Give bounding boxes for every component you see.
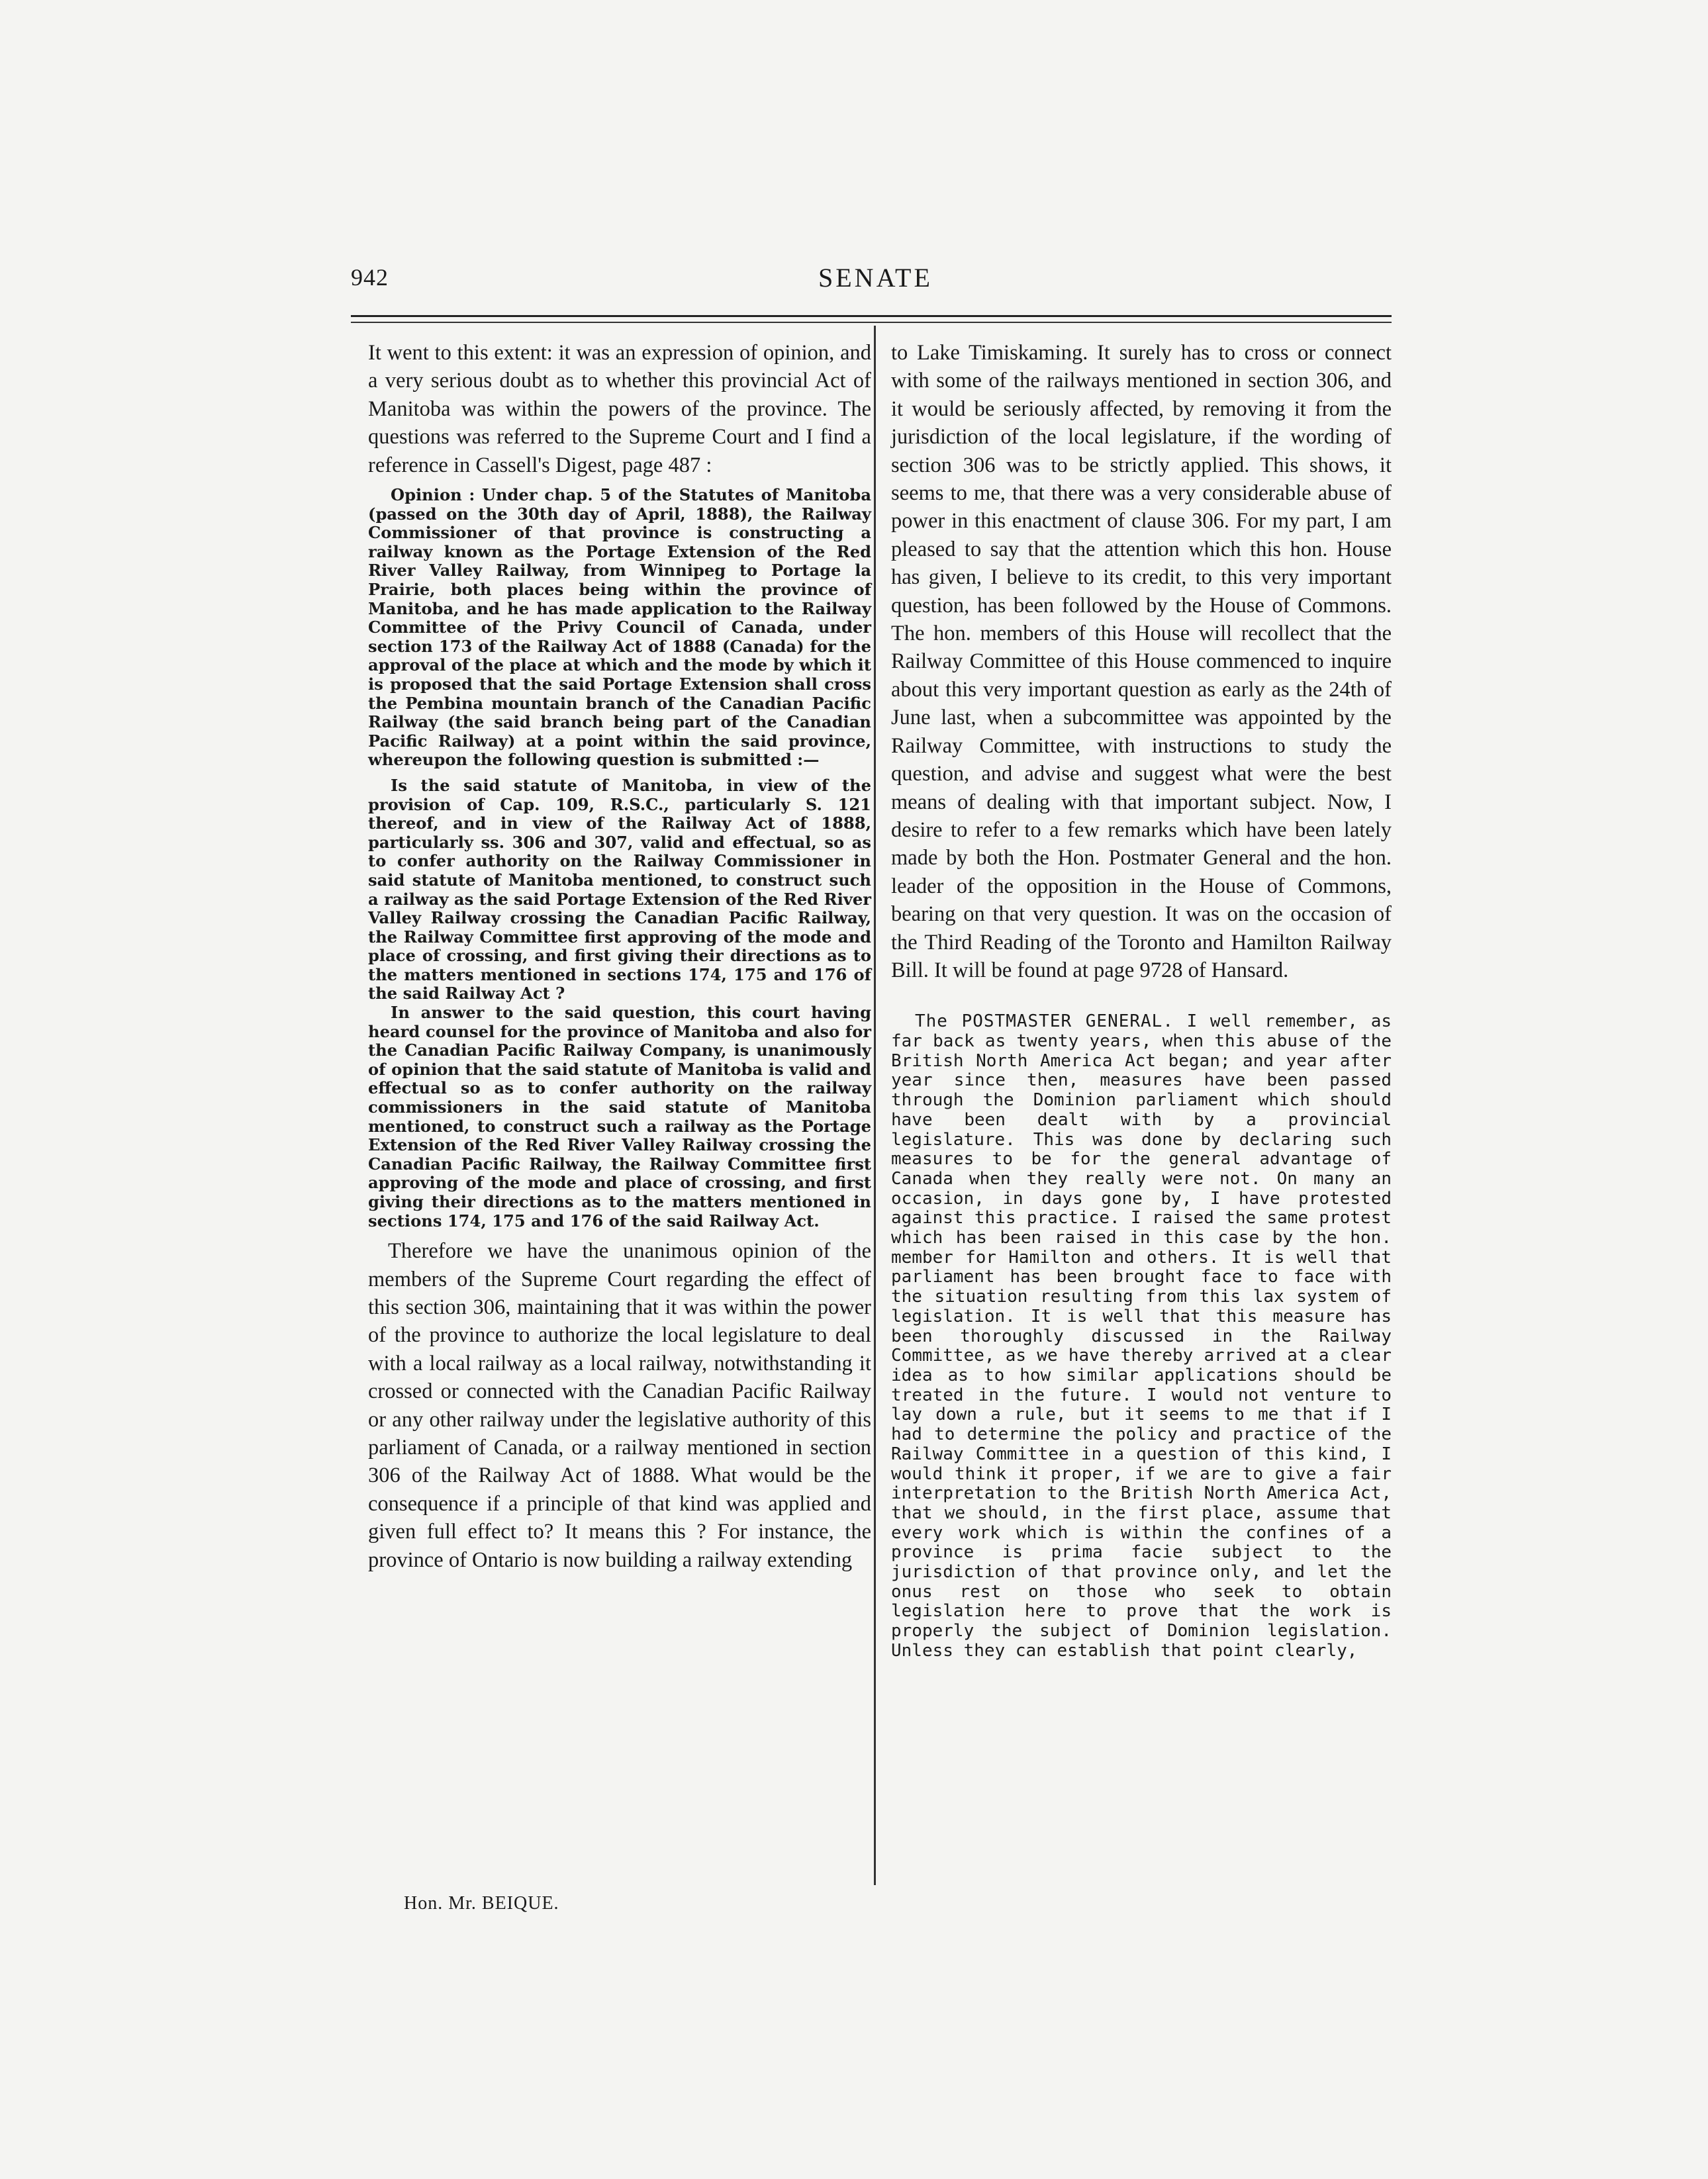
paragraph-intro: It went to this extent: it was an expression of opinion, and a very serious doubt as to whether this provincial Act of Manitoba was within the powers of the province. The questions was referred to the Supreme Court and I find a reference in Cassell's Digest, page 487 :: [368, 341, 871, 477]
speech-text: I well remember, as far back as twenty years, when this abuse of the British North America Act began; and year after year since then, measures have been passed through the Dominion parliament which should have been dealt with by a provincial legislature. This was done by declaring such measures to be for the general advantage of Canada when they really were not. On many an occasion, in days gone by, I have protested against this practice. I raised the same protest which has been raised in this case by the hon. member for Hamilton and others. It is well that parliament has been brought face to face with the situation resulting from this lax system of legislation. It is well that this measure has been thoroughly discussed in the Railway Committee, as we have thereby arrived at a clear idea as to how similar applications should be treated in the future. I would not venture to lay down a rule, but it seems to me that if I had to determine the policy and practice of the Railway Committee in a question of this kind, I would think it proper, if we are to give a fair interpretation to the British North America Act, that we should, in the first place, assume that every work which is within the confines of a province is prima facie subject to the jurisdiction of that province only, and let the onus rest on those who seek to obtain legislation here to prove that the work is properly the subject of Dominion legislation. Unless they can establish that point clearly,: [891, 1011, 1392, 1661]
paragraph-continued: to Lake Timiskaming. It surely has to cross or connect with some of the railways mentioned in section 306, and it would be seriously affected, by removing it from the jurisdiction of the local legislature, if the wording of section 306 was to be strictly applied. This shows, it seems to me, that there was a very considerable abuse of power in this enactment of clause 306. For my part, I am pleased to say that the attention which this hon. House has given, I believe to its credit, to this very important question, has been followed by the House of Commons. The hon. members of this House will recollect that the Railway Committee of this House commenced to inquire about this very important question as early as the 24th of June last, when a subcommittee was appointed by the Railway Committee, with instructions to study the question, and advise and suggest what were the best means of dealing with that important subject. Now, I desire to refer to a few remarks which have been lately made by both the Hon. Postmater General and the hon. leader of the opposition in the House of Commons, bearing on that very question. It was on the occasion of the Third Reading of the Toronto and Hamilton Railway Bill. It will be found at page 9728 of Hansard.: [891, 341, 1392, 982]
right-column: [891, 339, 1392, 1661]
speech-postmaster-general: [891, 1012, 1392, 1661]
header-rule: [351, 315, 1392, 317]
header-rule-secondary: [351, 322, 1392, 323]
page-title: SENATE: [818, 263, 933, 293]
column-divider: [874, 326, 876, 1885]
quote-question: Is the said statute of Manitoba, in view of the provision of Cap. 109, R.S.C., particularly S. 121 thereof, and in view of the Railway Act of 1888, particularly ss. 306 and 307, valid and effectual, so as to confer authority on the Railway Commissioner in said statute of Manitoba mentioned, to construct such a railway as the said Portage Extension of the Red River Valley Railway crossing the Canadian Pacific Railway, the Railway Committee first approving of the mode and place of crossing, and first giving their directions as to the matters mentioned in sections 174, 175 and 176 of the said Railway Act ?: [368, 775, 871, 1003]
footer-speaker: Hon. Mr. BEIQUE.: [404, 1893, 559, 1914]
quote-opinion: Opinion : Under chap. 5 of the Statutes of Manitoba (passed on the 30th day of April, 1888), the Railway Commissioner of that province is constructing a railway known as the Portage Extension of the Red River Valley Railway, from Winnipeg to Portage la Prairie, both places being within the province of Manitoba, and he has made application to the Railway Committee of the Privy Council of Canada, under section 173 of the Railway Act of 1888 (Canada) for the approval of the place at which and the mode by which it is proposed that the said Portage Extension shall cross the Pembina mountain branch of the Canadian Pacific Railway (the said branch being part of the Canadian Pacific Railway) at a point within the said province, whereupon the following question is submitted :—: [368, 485, 871, 770]
speaker-name: The POSTMASTER GENERAL.: [915, 1011, 1174, 1032]
left-column: [368, 339, 871, 1574]
page-number: 942: [351, 264, 389, 291]
paragraph-therefore: Therefore we have the unanimous opinion of the members of the Supreme Court regarding the effect of this section 306, maintaining that it was within the power of the province to authorize the local legislature to deal with a local railway as a local railway, notwithstanding it crossed or connected with the Canadian Pacific Railway or any other railway under the legislative authority of this parliament of Canada, or a railway mentioned in section 306 of the Railway Act of 1888. What would be the consequence if a principle of that kind was applied and given full effect to? It means this ? For instance, the province of Ontario is now building a railway extending: [368, 1239, 871, 1572]
quote-answer: In answer to the said question, this court having heard counsel for the province of Manitoba and also for the Canadian Pacific Railway Company, is unanimously of opinion that the said statute of Manitoba is valid and effectual so as to confer authority on the railway commissioners in the said statute of Manitoba mentioned, to construct such a railway as the Portage Extension of the Red River Valley Railway crossing the Canadian Pacific Railway, the Railway Committee first approving of the mode and place of crossing, and first giving their directions as to the matters mentioned in sections 174, 175 and 176 of the said Railway Act.: [368, 1003, 871, 1230]
